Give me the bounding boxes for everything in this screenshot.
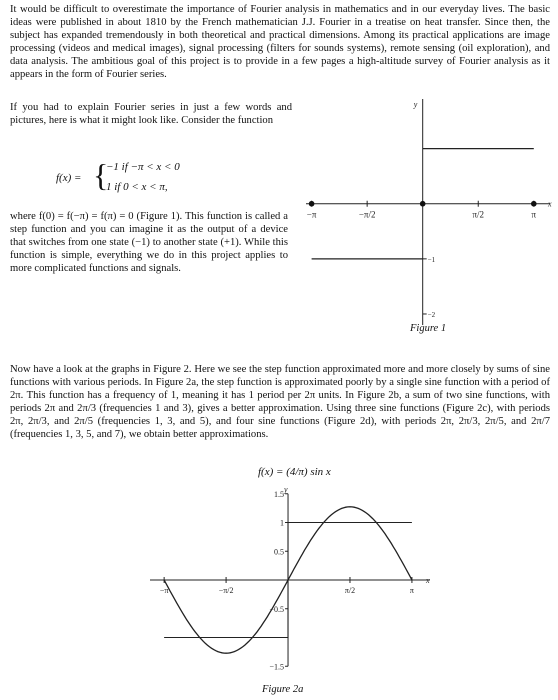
intro-paragraph: It would be difficult to overestimate the importance of Fourier analysis in mathematics and in our everyday lives. The basic ideas were published in about 1810 by the French mathematician J.J. Fourier in a treatise on heat transfer. Since then, the subject has expanded tremendously in both theoretical and practical dimensions. Among its practical applications are image processing (videos and medical images), signal processing (filters for sounds systems), remote sensing (oil exploration), and data analysis. The ambitious goal of this project is to provide in a few pages a high-altitude survey of Fourier analysis as it appears in the form of Fourier series. [10, 4, 550, 81]
step-point [531, 201, 537, 207]
x-tick-label: −π/2 [358, 209, 376, 220]
step-point [309, 201, 315, 207]
x-tick-label: −π [306, 209, 317, 220]
y-tick-label: −1.5 [269, 662, 285, 672]
y-axis-label: y [413, 100, 418, 109]
figure-2a-equation: f(x) = (4/π) sin x [258, 466, 331, 478]
formula-lhs: f(x) = [56, 172, 82, 184]
y-tick-label: −2 [427, 310, 436, 319]
x-tick-label: π/2 [344, 586, 356, 595]
x-tick-label: −π/2 [218, 586, 234, 595]
x-axis-label: x [548, 199, 552, 209]
figure-2a-caption: Figure 2a [262, 684, 304, 695]
step-function-description: where f(0) = f(−π) = f(π) = 0 (Figure 1). This function is called a step function and you can imagine it as the output of a device that switches from one state (−1) to another state (+1). While this function is simple, everything we do in this project applies to more complicated functions and signals. [10, 211, 288, 275]
x-tick-label: π/2 [472, 209, 485, 220]
formula-case-1: −1 if −π < x < 0 [106, 161, 180, 173]
y-tick-label: 1.5 [274, 489, 285, 499]
step-point [420, 201, 426, 207]
figure-1-step-function-graph [300, 95, 558, 335]
y-tick-label: −0.5 [269, 604, 285, 614]
y-axis-label: y [284, 484, 288, 494]
y-tick-label: −1 [427, 255, 436, 264]
figure-2-intro-paragraph: Now have a look at the graphs in Figure 2. Here we see the step function approximated more and more closely by sums of sine functions with various periods. In Figure 2a, the step function is approximated poorly by a single sine function with a period of 2π. This function has a frequency of 1, meaning it has 1 period per 2π units. In Figure 2b, a sum of two sine functions, with periods 2π and 2π/3 (frequencies 1 and 3), gives a better approximation. Using three sine functions (Figure 2c), with periods 2π, 2π/3, and 2π/5 (frequencies 1, 3, and 5), and four sine functions (Figure 2d), with periods 2π, 2π/3, 2π/5, and 2π/7 (frequencies 1, 3, 5, and 7), we obtain better approximations. [10, 364, 550, 441]
formula-brace: { [93, 157, 109, 193]
x-tick-label: −π [159, 586, 169, 595]
figure-2a-sine-approximation-graph [140, 480, 440, 680]
x-axis-label: x [426, 576, 430, 585]
x-tick-label: π [409, 586, 414, 595]
figure-1-caption: Figure 1 [410, 323, 447, 334]
function-intro-paragraph: If you had to explain Fourier series in just a few words and pictures, here is what it might look like. Consider the function [10, 102, 292, 127]
y-tick-label: 1 [280, 518, 285, 528]
formula-case-2: 1 if 0 < x < π, [106, 181, 168, 193]
y-tick-label: 0.5 [274, 547, 285, 557]
x-tick-label: π [531, 209, 537, 220]
